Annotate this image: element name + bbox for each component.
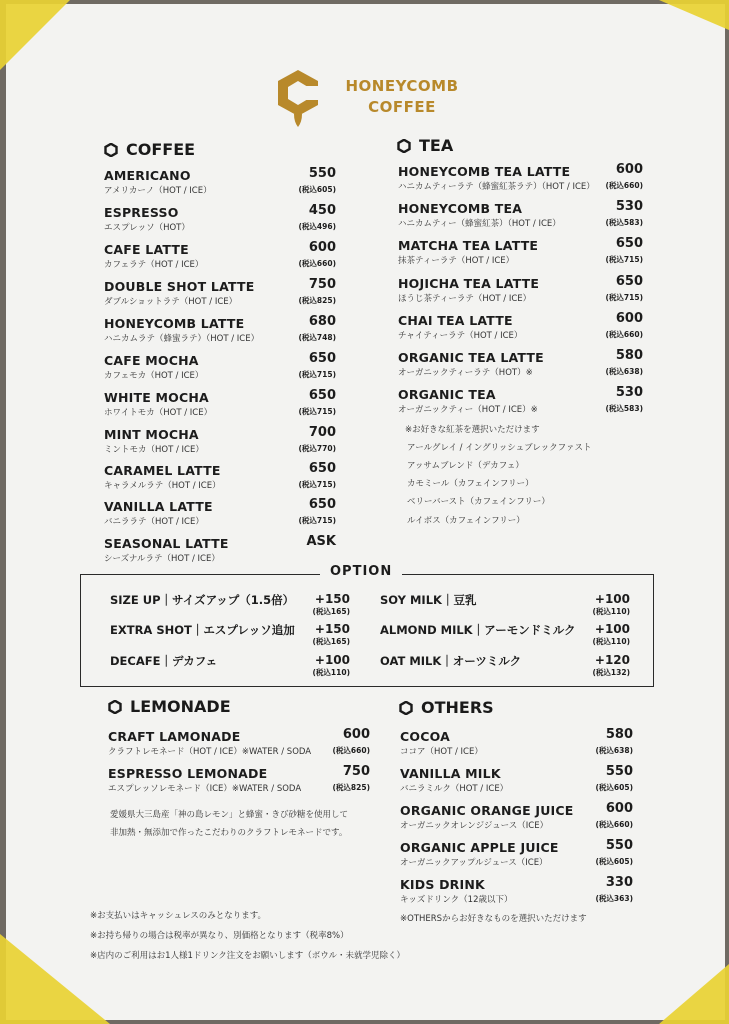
item-tax: (税込715) [298, 407, 336, 416]
item-sub: オーガニックティー（HOT / ICE）※ [398, 405, 538, 415]
option-name: ALMOND MILK｜アーモンドミルク [380, 623, 576, 637]
item-tax: (税込715) [298, 480, 336, 489]
menu-item [400, 764, 633, 794]
footer-note: ※店内のご利用はお1人様1ドリンク注文をお願いします（ボウル・未就学児除く） [90, 951, 406, 961]
tea-note: アールグレイ / イングリッシュブレックファスト [407, 443, 592, 453]
item-tax: (税込660) [332, 746, 370, 755]
item-sub: オーガニックティーラテ（HOT）※ [398, 368, 533, 378]
item-price: 650 [615, 274, 643, 289]
tea-note: ※お好きな紅茶を選択いただけます [405, 425, 540, 435]
item-name: CAFE MOCHA [104, 353, 199, 368]
item-price: 600 [615, 162, 643, 177]
section-title-tea: TEA [397, 136, 453, 155]
menu-item [104, 534, 336, 564]
menu-item [398, 311, 643, 341]
brand-line2: COFFEE [368, 98, 436, 116]
item-sub: オーガニックオレンジジュース（ICE） [400, 821, 549, 831]
item-price: 650 [308, 388, 336, 403]
hexagon-icon [104, 143, 118, 157]
item-name: ORGANIC TEA [398, 387, 496, 402]
menu-item [104, 497, 336, 527]
item-sub: ハニカムティーラテ（蜂蜜紅茶ラテ）（HOT / ICE） [398, 182, 595, 192]
item-sub: キッズドリンク（12歳以下） [400, 895, 513, 905]
menu-item [398, 162, 643, 192]
option-tax: (税込110) [592, 607, 630, 616]
option-tax: (税込110) [592, 637, 630, 646]
item-sub: ダブルショットラテ（HOT / ICE） [104, 297, 238, 307]
section-title-coffee: COFFEE [104, 140, 195, 159]
tea-note: カモミール（カフェインフリー） [407, 479, 534, 489]
option-tax: (税込110) [312, 668, 350, 677]
tea-note: ベリーバースト（カフェインフリー） [407, 497, 550, 507]
menu-item [104, 425, 336, 455]
item-sub: ホワイトモカ（HOT / ICE） [104, 408, 213, 418]
menu-item [400, 801, 633, 831]
item-price: 600 [342, 727, 370, 742]
item-sub: ハニカムティー（蜂蜜紅茶）（HOT / ICE） [398, 219, 561, 229]
item-price: 330 [605, 875, 633, 890]
menu-item [398, 199, 643, 229]
item-sub: キャラメルラテ（HOT / ICE） [104, 481, 221, 491]
option-price: +120 [594, 653, 630, 667]
item-sub: 抹茶ティーラテ（HOT / ICE） [398, 256, 515, 266]
section-title-others: OTHERS [399, 698, 494, 717]
item-name: VANILLA MILK [400, 766, 501, 781]
item-tax: (税込748) [298, 333, 336, 342]
hexagon-icon [397, 139, 411, 153]
item-name: HONEYCOMB LATTE [104, 316, 245, 331]
item-name: ORGANIC APPLE JUICE [400, 840, 559, 855]
item-sub: チャイティーラテ（HOT / ICE） [398, 331, 523, 341]
item-tax: (税込363) [595, 894, 633, 903]
item-name: HOJICHA TEA LATTE [398, 276, 540, 291]
menu-item [104, 203, 336, 233]
lemonade-note: 愛媛県大三島産「神の島レモン」と蜂蜜・きび砂糖を使用して [110, 810, 349, 820]
item-price: 680 [308, 314, 336, 329]
item-sub: バニララテ（HOT / ICE） [104, 517, 204, 527]
item-name: CAFE LATTE [104, 242, 189, 257]
option-price: +100 [594, 622, 630, 636]
item-tax: (税込770) [298, 444, 336, 453]
item-sub: エスプレッソレモネード（ICE）※WATER / SODA [108, 784, 302, 794]
option-name: DECAFE｜デカフェ [110, 654, 218, 668]
item-name: CRAFT LAMONADE [108, 729, 241, 744]
item-sub: アメリカーノ（HOT / ICE） [104, 186, 212, 196]
item-sub: クラフトレモネード（HOT / ICE）※WATER / SODA [108, 747, 312, 757]
item-name: AMERICANO [104, 168, 191, 183]
item-tax: (税込496) [298, 222, 336, 231]
item-sub: シーズナルラテ（HOT / ICE） [104, 554, 220, 564]
option-price: +150 [314, 622, 350, 636]
item-sub: ほうじ茶ティーラテ（HOT / ICE） [398, 294, 532, 304]
item-name: HONEYCOMB TEA [398, 201, 523, 216]
item-name: MINT MOCHA [104, 427, 199, 442]
tea-note: ルイボス（カフェインフリー） [407, 516, 525, 526]
option-name: OAT MILK｜オーツミルク [380, 654, 522, 668]
item-name: COCOA [400, 729, 450, 744]
item-price: 600 [605, 801, 633, 816]
item-name: CARAMEL LATTE [104, 463, 221, 478]
option-price: +100 [594, 592, 630, 606]
item-tax: (税込605) [298, 185, 336, 194]
item-price: 550 [605, 764, 633, 779]
hexagon-icon [108, 700, 122, 714]
item-price: ASK [306, 534, 336, 549]
item-price: 650 [308, 461, 336, 476]
item-tax: (税込715) [605, 293, 643, 302]
menu-item [400, 727, 633, 757]
others-note: ※OTHERSからお好きなものを選択いただけます [400, 914, 587, 924]
item-sub: ミントモカ（HOT / ICE） [104, 445, 204, 455]
item-tax: (税込660) [595, 820, 633, 829]
item-price: 550 [605, 838, 633, 853]
section-title-lemonade: LEMONADE [108, 697, 231, 716]
item-name: WHITE MOCHA [104, 390, 209, 405]
menu-item [104, 461, 336, 491]
option-tax: (税込132) [592, 668, 630, 677]
footer-note: ※お支払いはキャッシュレスのみとなります。 [90, 911, 267, 921]
item-tax: (税込715) [605, 255, 643, 264]
menu-item [104, 240, 336, 270]
item-name: DOUBLE SHOT LATTE [104, 279, 255, 294]
menu-item [104, 351, 336, 381]
menu-item [400, 838, 633, 868]
footer-note: ※お持ち帰りの場合は税率が異なり、別価格となります（税率8%） [90, 931, 349, 941]
menu-item [400, 875, 633, 905]
item-price: 600 [615, 311, 643, 326]
option-title: OPTION [320, 564, 402, 579]
option-tax: (税込165) [312, 637, 350, 646]
item-price: 650 [308, 497, 336, 512]
item-price: 530 [615, 385, 643, 400]
option-tax: (税込165) [312, 607, 350, 616]
item-price: 550 [308, 166, 336, 181]
item-price: 580 [605, 727, 633, 742]
item-tax: (税込825) [332, 783, 370, 792]
hexagon-icon [399, 701, 413, 715]
item-price: 580 [615, 348, 643, 363]
item-sub: ココア（HOT / ICE） [400, 747, 483, 757]
brand-logo [275, 68, 475, 132]
item-price: 750 [308, 277, 336, 292]
option-price: +100 [314, 653, 350, 667]
item-name: MATCHA TEA LATTE [398, 238, 539, 253]
menu-item [398, 274, 643, 304]
item-tax: (税込605) [595, 857, 633, 866]
item-price: 750 [342, 764, 370, 779]
item-tax: (税込660) [298, 259, 336, 268]
item-name: KIDS DRINK [400, 877, 485, 892]
item-name: SEASONAL LATTE [104, 536, 229, 551]
item-tax: (税込583) [605, 404, 643, 413]
item-price: 450 [308, 203, 336, 218]
item-price: 650 [615, 236, 643, 251]
menu-item [104, 388, 336, 418]
item-tax: (税込638) [595, 746, 633, 755]
item-tax: (税込660) [605, 181, 643, 190]
item-price: 530 [615, 199, 643, 214]
option-price: +150 [314, 592, 350, 606]
item-name: HONEYCOMB TEA LATTE [398, 164, 571, 179]
item-tax: (税込825) [298, 296, 336, 305]
brand-name [332, 76, 472, 118]
option-name: SIZE UP｜サイズアップ（1.5倍） [110, 593, 295, 607]
option-name: EXTRA SHOT｜エスプレッソ追加 [110, 623, 295, 637]
item-sub: エスプレッソ（HOT） [104, 223, 190, 233]
item-price: 650 [308, 351, 336, 366]
item-tax: (税込715) [298, 516, 336, 525]
item-tax: (税込660) [605, 330, 643, 339]
item-price: 600 [308, 240, 336, 255]
item-tax: (税込583) [605, 218, 643, 227]
item-sub: オーガニックアップルジュース（ICE） [400, 858, 548, 868]
item-name: ORGANIC ORANGE JUICE [400, 803, 574, 818]
item-name: ORGANIC TEA LATTE [398, 350, 544, 365]
menu-item [104, 166, 336, 196]
option-name: SOY MILK｜豆乳 [380, 593, 477, 607]
item-tax: (税込605) [595, 783, 633, 792]
tea-note: アッサムブレンド（デカフェ） [407, 461, 524, 471]
lemonade-note: 非加熱・無添加で作ったこだわりのクラフトレモネードです。 [110, 828, 348, 838]
item-sub: カフェモカ（HOT / ICE） [104, 371, 204, 381]
item-sub: カフェラテ（HOT / ICE） [104, 260, 204, 270]
menu-item [398, 348, 643, 378]
menu-item [398, 385, 643, 415]
item-name: CHAI TEA LATTE [398, 313, 513, 328]
item-sub: ハニカムラテ（蜂蜜ラテ）（HOT / ICE） [104, 334, 260, 344]
item-name: ESPRESSO [104, 205, 179, 220]
item-tax: (税込715) [298, 370, 336, 379]
menu-item [104, 314, 336, 344]
menu-item [108, 764, 370, 794]
item-sub: バニラミルク（HOT / ICE） [400, 784, 509, 794]
menu-item [108, 727, 370, 757]
menu-item [398, 236, 643, 266]
item-tax: (税込638) [605, 367, 643, 376]
brand-line1: HONEYCOMB [345, 77, 459, 95]
menu-item [104, 277, 336, 307]
item-price: 700 [308, 425, 336, 440]
item-name: VANILLA LATTE [104, 499, 213, 514]
item-name: ESPRESSO LEMONADE [108, 766, 268, 781]
honeycomb-logo-icon [275, 68, 321, 130]
